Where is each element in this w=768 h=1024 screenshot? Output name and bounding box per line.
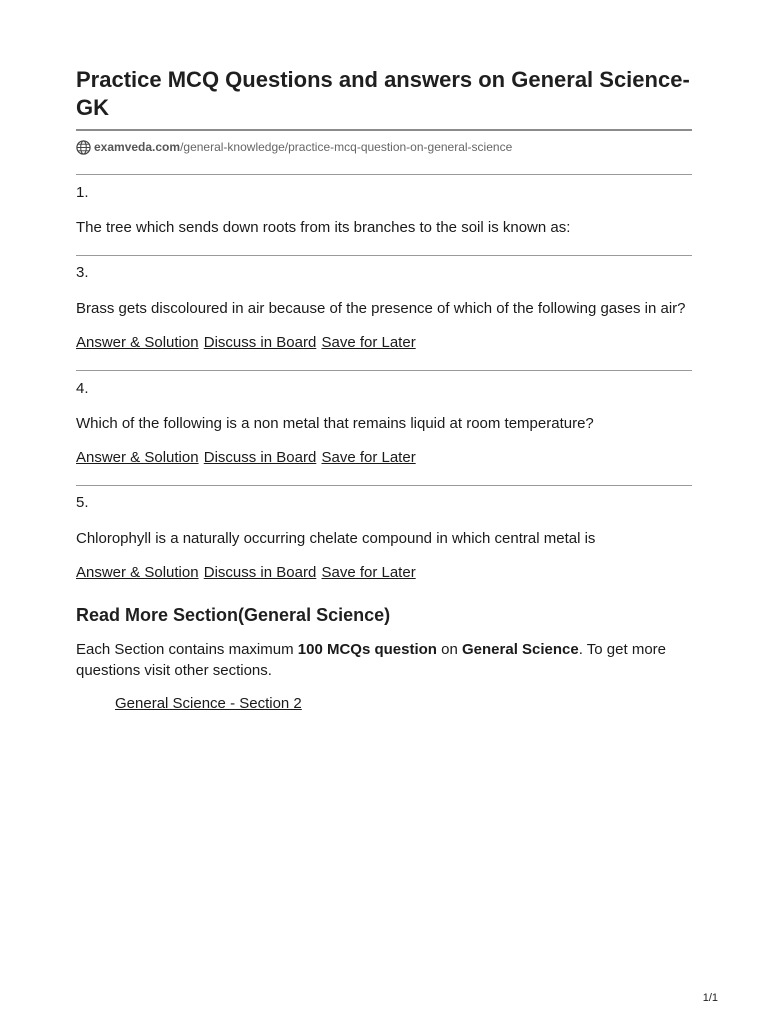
question-links [76, 333, 692, 353]
question-text: Brass gets discoloured in air because of the presence of which of the following gases in air? [76, 300, 686, 317]
question-block [76, 174, 692, 238]
answer-solution-link[interactable]: Answer & Solution [76, 449, 199, 466]
discuss-in-board-link[interactable]: Discuss in Board [203, 449, 317, 466]
question-number: 5. [76, 494, 89, 511]
source-path: /general-knowledge/practice-mcq-question-on-general-science [180, 140, 513, 154]
section-2-link[interactable]: General Science - Section 2 [115, 695, 302, 712]
question-number: 1. [76, 184, 89, 201]
question-links [76, 563, 692, 583]
section-links [76, 694, 692, 714]
question-divider [76, 370, 692, 371]
discuss-in-board-link[interactable]: Discuss in Board [203, 334, 317, 351]
question-text: Which of the following is a non metal that remains liquid at room temperature? [76, 415, 594, 432]
question-divider [76, 174, 692, 175]
save-for-later-link[interactable]: Save for Later [321, 449, 416, 466]
question-text: The tree which sends down roots from its branches to the soil is known as: [76, 219, 571, 236]
question-block [76, 485, 692, 583]
question-divider [76, 255, 692, 256]
read-more-bold-count: 100 MCQs question [297, 641, 437, 658]
source-domain: examveda.com [94, 140, 181, 154]
save-for-later-link[interactable]: Save for Later [321, 564, 416, 581]
read-more-bold-subject: General Science [462, 641, 579, 658]
answer-solution-link[interactable]: Answer & Solution [76, 564, 199, 581]
answer-solution-link[interactable]: Answer & Solution [76, 334, 199, 351]
source-url [76, 139, 692, 155]
read-more-text-part: . To get more questions visit other sections. [76, 641, 667, 679]
question-block [76, 370, 692, 468]
globe-icon [76, 140, 91, 155]
question-text: Chlorophyll is a naturally occurring chelate compound in which central metal is [76, 530, 596, 547]
discuss-in-board-link[interactable]: Discuss in Board [203, 564, 317, 581]
question-block [76, 255, 692, 353]
question-links [76, 448, 692, 468]
read-more-text-part: on [436, 641, 462, 658]
document-page [76, 66, 692, 714]
title-divider [76, 129, 692, 131]
read-more-heading: Read More Section(General Science) [76, 605, 391, 625]
page-number: 1/1 [702, 992, 718, 1004]
page-title: Practice MCQ Questions and answers on General Science-GK [76, 67, 690, 120]
question-number: 3. [76, 264, 89, 281]
question-number: 4. [76, 380, 89, 397]
read-more-text-part: Each Section contains maximum [76, 641, 298, 658]
read-more-description [76, 639, 692, 681]
read-more-section [76, 604, 692, 714]
save-for-later-link[interactable]: Save for Later [321, 334, 416, 351]
question-divider [76, 485, 692, 486]
